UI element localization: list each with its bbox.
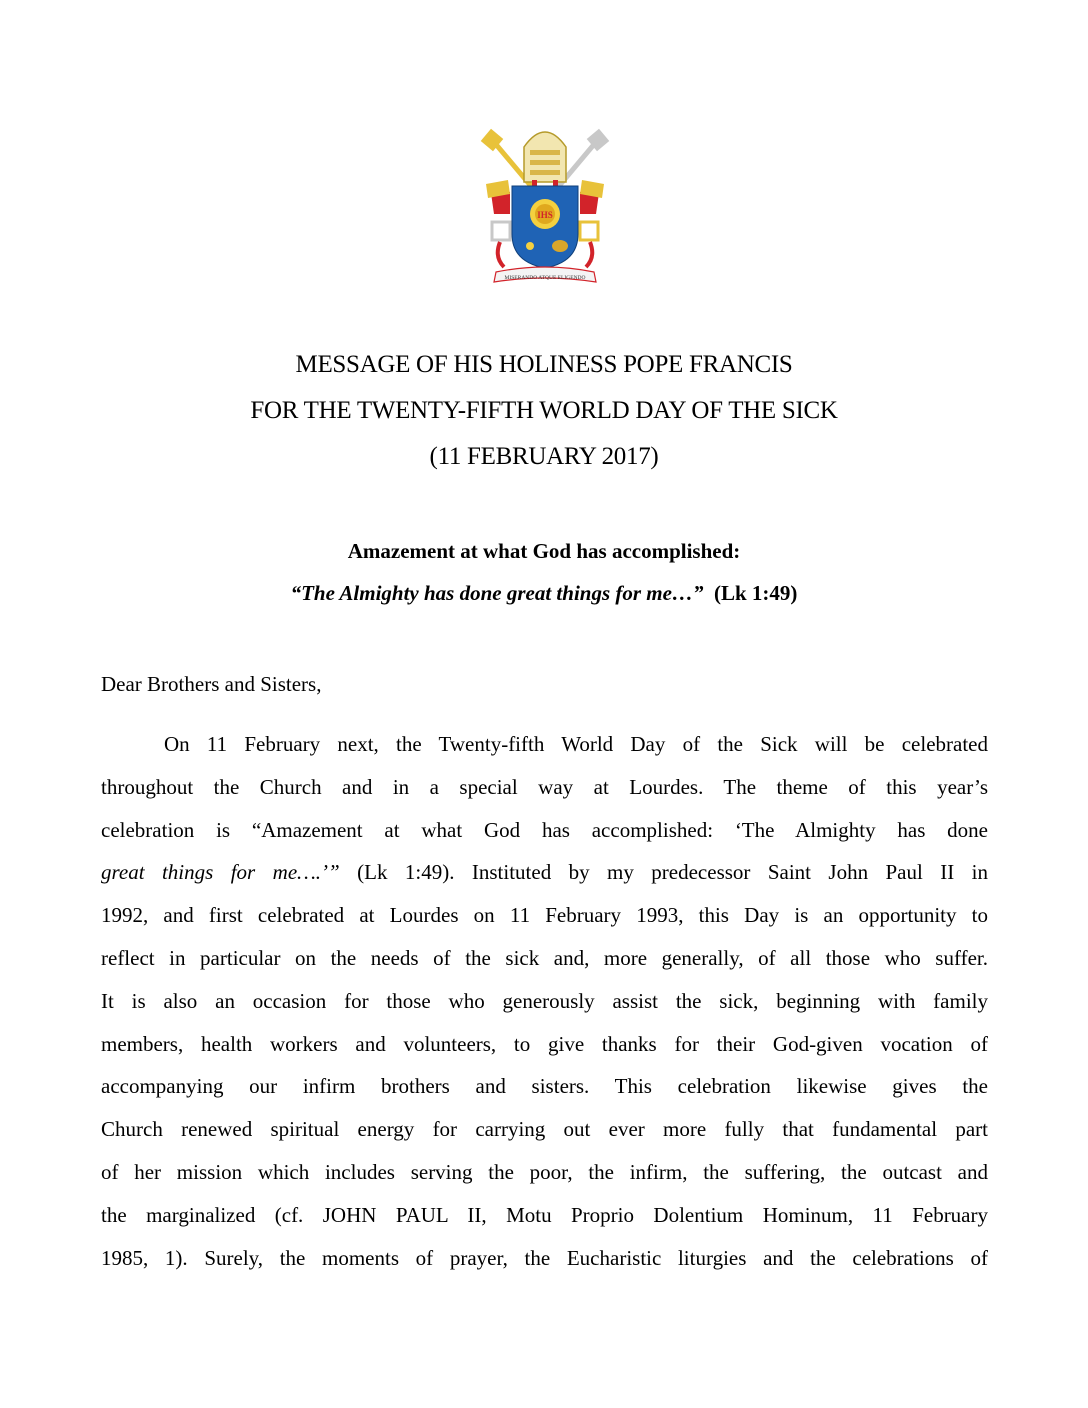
title-line-2: FOR THE TWENTY-FIFTH WORLD DAY OF THE SICK [250, 397, 838, 424]
body-line: members, health workers and volunteers, to give thanks for their God-given vocation of [101, 1031, 988, 1056]
body-line: reflect in particular on the needs of the sick and, more generally, of all those who suffer. [101, 945, 988, 970]
body-line: 1992, and first celebrated at Lourdes on 11 February 1993, this Day is an opportunity to [101, 903, 988, 928]
body-line: throughout the Church and in a special way at Lourdes. The theme of this year’s [101, 774, 988, 799]
papal-coat-of-arms-icon [474, 122, 616, 290]
body-line: 1985, 1). Surely, the moments of prayer, the Eucharistic liturgies and the celebrations of [101, 1245, 988, 1270]
body-line: Church renewed spiritual energy for carrying out ever more fully that fundamental part [101, 1117, 988, 1142]
theme-quote: “The Almighty has done great things for me…” [290, 581, 704, 605]
title-line-1: MESSAGE OF HIS HOLINESS POPE FRANCIS [295, 351, 793, 378]
body-line [101, 851, 988, 894]
title-date: (11 FEBRUARY 2017) [429, 443, 659, 470]
document-title [0, 342, 1088, 480]
body-line: of her mission which includes serving the poor, the infirm, the suffering, the outcast and [101, 1159, 988, 1184]
theme-heading [0, 530, 1088, 614]
body-paragraph [101, 723, 988, 1279]
body-line-rest: (Lk 1:49). Instituted by my predecessor Saint John Paul II in [339, 860, 988, 885]
body-line: the marginalized (cf. JOHN PAUL II, Motu Proprio Dolentium Hominum, 11 February [101, 1202, 988, 1227]
body-line: It is also an occasion for those who generously assist the sick, beginning with family [101, 988, 988, 1013]
body-line: On 11 February next, the Twenty-fifth World Day of the Sick will be celebrated [164, 732, 988, 756]
salutation: Dear Brothers and Sisters, [101, 672, 322, 696]
motto-ribbon-icon [494, 267, 596, 282]
body-line: accompanying our infirm brothers and sisters. This celebration likewise gives the [101, 1074, 988, 1099]
theme-line: Amazement at what God has accomplished: [347, 539, 741, 563]
body-line: celebration is “Amazement at what God has accomplished: ‘The Almighty has done [101, 817, 988, 842]
theme-quote-line [0, 572, 1088, 614]
shield-icon [512, 186, 578, 268]
svg-text:IHS: IHS [537, 210, 553, 220]
svg-text:MISERANDO ATQUE ELIGENDO: MISERANDO ATQUE ELIGENDO [504, 275, 586, 281]
italic-quote: great things for me….’” [101, 860, 340, 885]
theme-reference: (Lk 1:49) [713, 581, 798, 605]
